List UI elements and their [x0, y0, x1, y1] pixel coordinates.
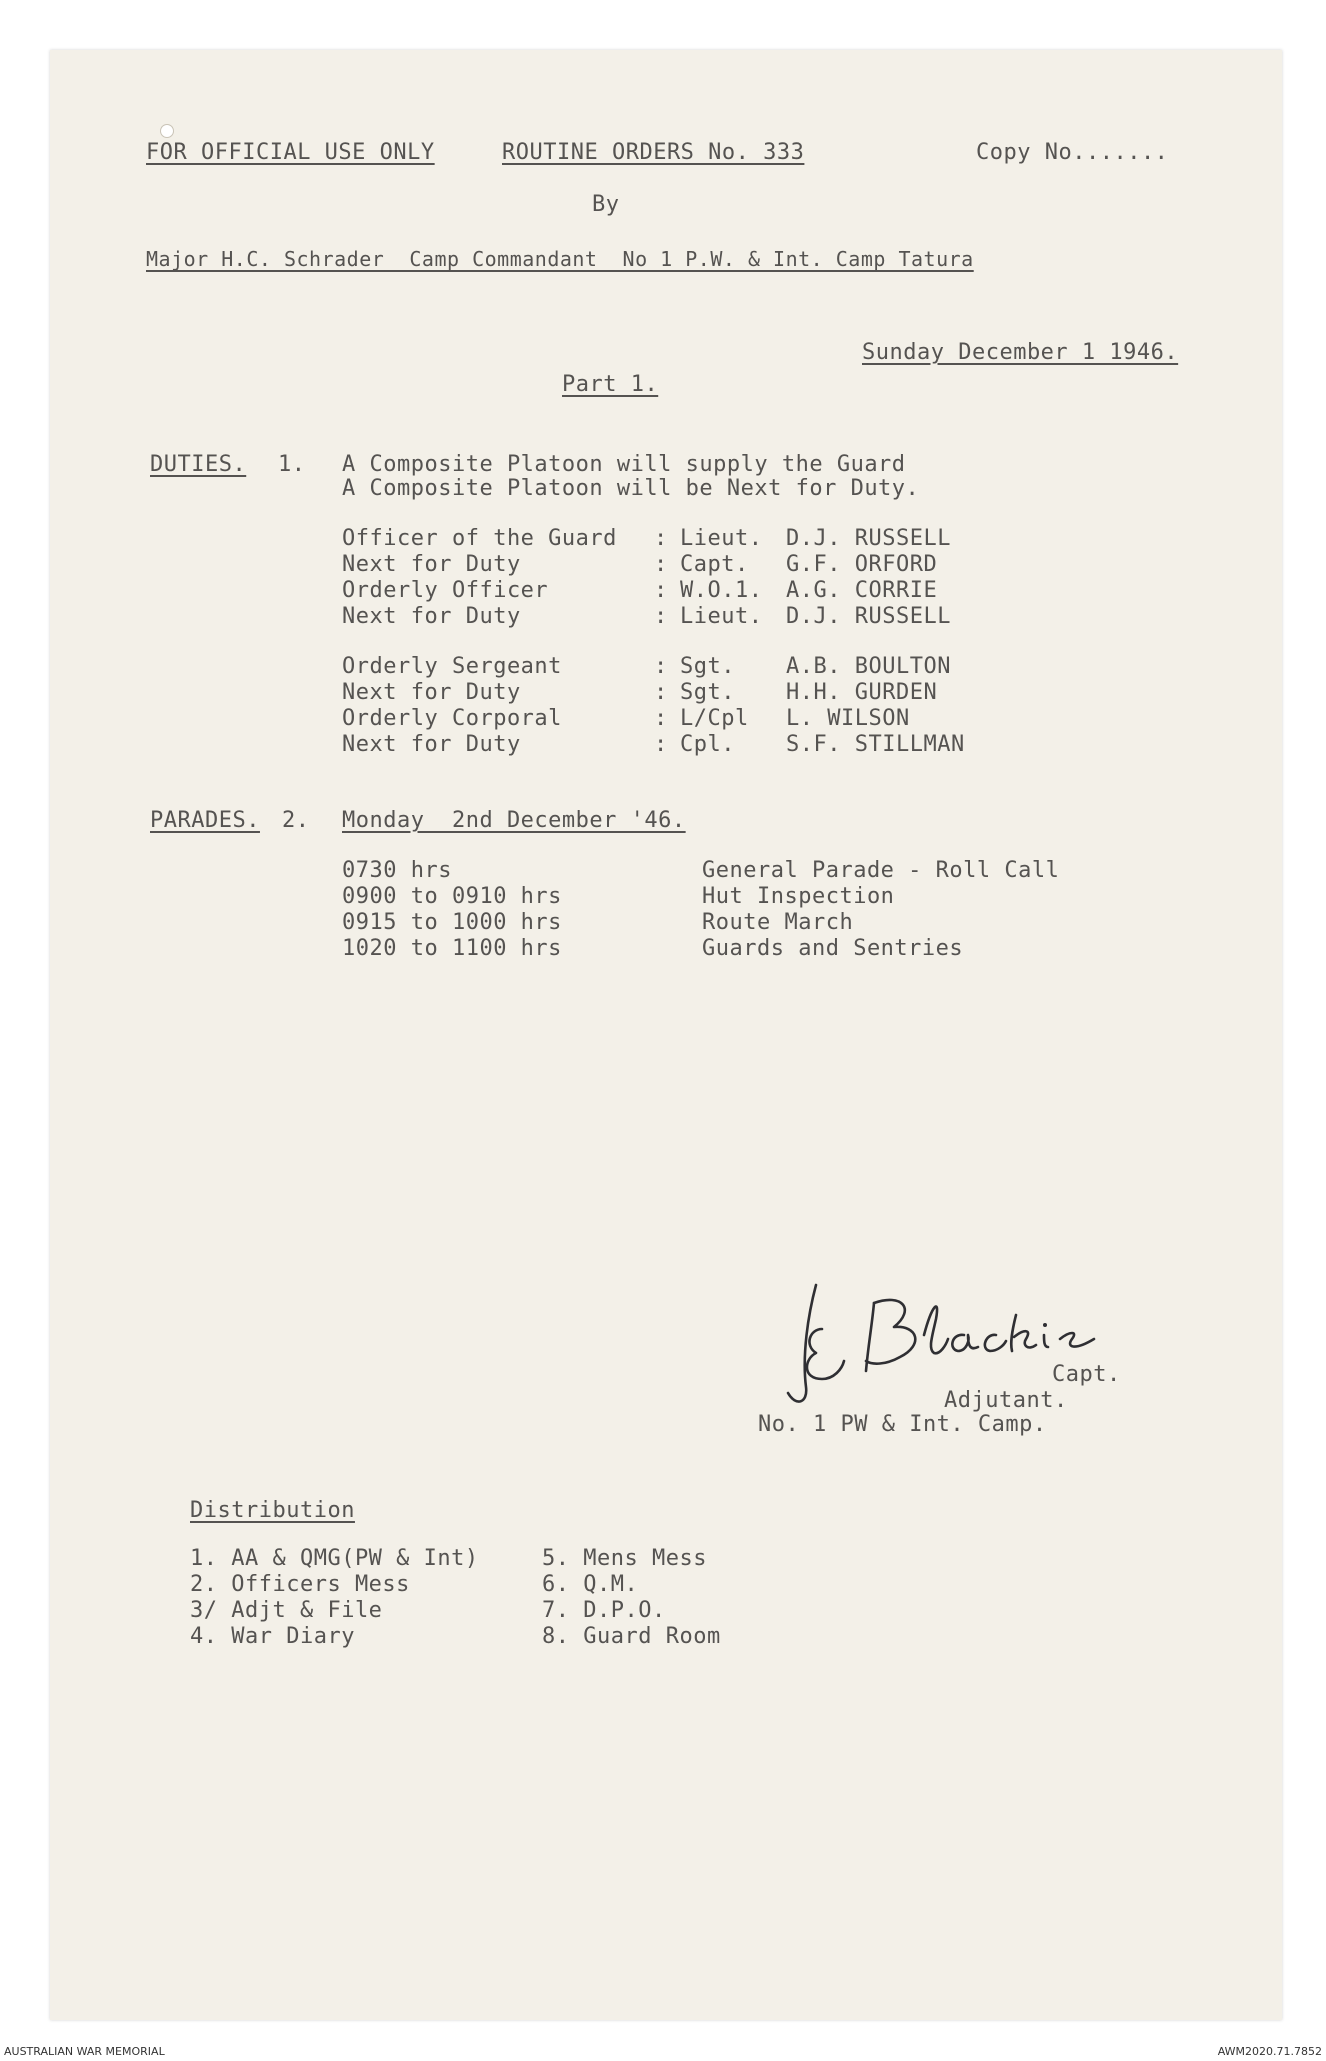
duty-rank: Cpl.: [680, 732, 735, 757]
schedule-time: 0900 to 0910 hrs: [342, 884, 562, 909]
issuer-line: Major H.C. Schrader Camp Commandant No 1 P.W. & Int. Camp Tatura: [146, 247, 974, 271]
duty-separator: :: [654, 706, 668, 731]
duties-heading: DUTIES.: [150, 452, 247, 477]
schedule-activity: Route March: [702, 910, 854, 935]
classification: FOR OFFICIAL USE ONLY: [146, 140, 435, 165]
schedule-row: [342, 936, 964, 1040]
duty-rank: Capt.: [680, 552, 749, 577]
distribution-item: 6. Q.M.: [542, 1572, 639, 1597]
duty-role: Orderly Officer: [342, 578, 549, 603]
schedule-activity: Hut Inspection: [702, 884, 895, 909]
duties-line-2: A Composite Platoon will be Next for Duty.: [342, 476, 920, 501]
distribution-item: 3/ Adjt & File: [190, 1598, 383, 1623]
duties-line-1: A Composite Platoon will supply the Guard: [342, 452, 906, 477]
duty-name: S.F. STILLMAN: [786, 732, 965, 757]
signatory-rank: Capt.: [1052, 1362, 1121, 1387]
duty-rank: W.O.1.: [680, 578, 763, 603]
duty-rank: Lieut.: [680, 526, 763, 551]
duty-name: A.G. CORRIE: [786, 578, 938, 603]
duty-name: A.B. BOULTON: [786, 654, 951, 679]
duty-name: D.J. RUSSELL: [786, 526, 951, 551]
duty-name: L. WILSON: [786, 706, 910, 731]
signatory-position: Adjutant.: [944, 1388, 1068, 1413]
punch-hole: [160, 124, 174, 138]
distribution-item: 4. War Diary: [190, 1624, 355, 1649]
by-line: By: [592, 192, 620, 217]
parades-number: 2.: [282, 808, 310, 833]
duty-separator: :: [654, 604, 668, 629]
order-date: Sunday December 1 1946.: [862, 340, 1179, 365]
duty-role: Officer of the Guard: [342, 526, 617, 551]
duty-role: Orderly Sergeant: [342, 654, 562, 679]
duty-separator: :: [654, 654, 668, 679]
distribution-item: 5. Mens Mess: [542, 1546, 707, 1571]
footer-accession-number: AWM2020.71.7852: [1217, 2045, 1322, 2058]
duty-name: D.J. RUSSELL: [786, 604, 951, 629]
schedule-time: 0730 hrs: [342, 858, 452, 883]
distribution-item: 1. AA & QMG(PW & Int): [190, 1546, 479, 1571]
duty-role: Next for Duty: [342, 604, 521, 629]
order-title: ROUTINE ORDERS No. 333: [502, 140, 805, 165]
duty-separator: :: [654, 552, 668, 577]
footer-institution: AUSTRALIAN WAR MEMORIAL: [4, 2045, 165, 2058]
duty-name: H.H. GURDEN: [786, 680, 938, 705]
duty-role: Orderly Corporal: [342, 706, 562, 731]
parades-heading: PARADES.: [150, 808, 260, 833]
part-heading: Part 1.: [562, 372, 659, 397]
duty-rank: Lieut.: [680, 604, 763, 629]
duty-role: Next for Duty: [342, 732, 521, 757]
duty-rank: Sgt.: [680, 654, 735, 679]
signatory-unit: No. 1 PW & Int. Camp.: [758, 1412, 1047, 1437]
schedule-activity: Guards and Sentries: [702, 936, 964, 961]
duty-rank: Sgt.: [680, 680, 735, 705]
duty-name: G.F. ORFORD: [786, 552, 938, 577]
distribution-heading: Distribution: [190, 1498, 355, 1523]
duty-role: Next for Duty: [342, 552, 521, 577]
duty-separator: :: [654, 578, 668, 603]
duties-number: 1.: [278, 452, 306, 477]
distribution-item: 2. Officers Mess: [190, 1572, 410, 1597]
duty-separator: :: [654, 526, 668, 551]
distribution-item: 7. D.P.O.: [542, 1598, 666, 1623]
schedule-time: 0915 to 1000 hrs: [342, 910, 562, 935]
duty-separator: :: [654, 680, 668, 705]
duty-separator: :: [654, 732, 668, 757]
distribution-item: 8. Guard Room: [542, 1624, 721, 1649]
parades-day: Monday 2nd December '46.: [342, 808, 686, 833]
duty-role: Next for Duty: [342, 680, 521, 705]
schedule-time: 1020 to 1100 hrs: [342, 936, 562, 961]
duty-rank: L/Cpl: [680, 706, 749, 731]
copy-number: Copy No.......: [976, 140, 1169, 165]
schedule-activity: General Parade - Roll Call: [702, 858, 1060, 883]
